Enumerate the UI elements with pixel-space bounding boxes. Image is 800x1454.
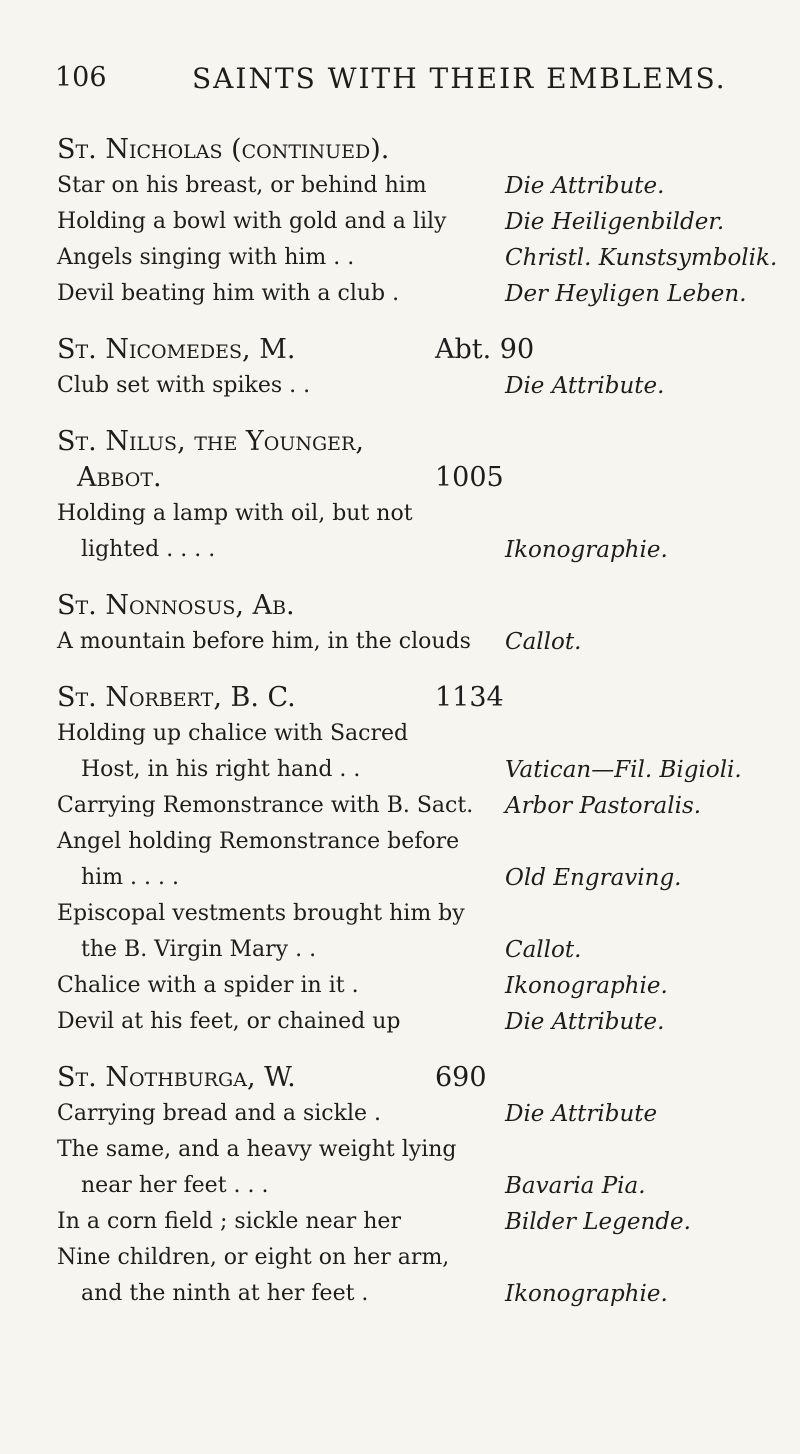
emblem-row (57, 860, 777, 896)
saint-date: 1134 (435, 682, 504, 713)
emblem-source: Die Attribute. (505, 1009, 665, 1035)
emblem-source: Ikonographie. (505, 537, 668, 563)
emblem-row (57, 1204, 777, 1240)
emblem-description: The same, and a heavy weight lying (57, 1137, 457, 1162)
emblem-description: Holding a bowl with gold and a lily (57, 209, 447, 234)
entry-heading (57, 332, 777, 368)
emblem-source: Christl. Kunstsymbolik. (505, 245, 778, 271)
emblem-description: Host, in his right hand . . (81, 757, 361, 782)
emblem-description: the B. Virgin Mary . . (81, 937, 317, 962)
emblem-row (57, 1096, 777, 1132)
emblem-row (57, 1132, 777, 1168)
emblem-source: Callot. (505, 629, 582, 655)
entry-heading-continued (57, 460, 777, 496)
emblem-row (57, 896, 777, 932)
emblem-row (57, 1276, 777, 1312)
emblem-row (57, 1004, 777, 1040)
emblem-description: In a corn field ; sickle near her (57, 1209, 401, 1234)
entry-heading (57, 132, 777, 168)
emblem-source: Der Heyligen Leben. (505, 281, 747, 307)
saint-name: St. Nicomedes, M. (57, 334, 296, 365)
entry-heading (57, 588, 777, 624)
entry-heading (57, 680, 777, 716)
emblem-description: Holding up chalice with Sacred (57, 721, 409, 746)
emblem-source: Arbor Pastoralis. (505, 793, 702, 819)
entry-nicholas (57, 132, 777, 312)
page-header (0, 62, 800, 102)
entry-nicomedes (57, 332, 777, 404)
emblem-description: Episcopal vestments brought him by (57, 901, 465, 926)
emblem-row (57, 532, 777, 568)
emblem-description: Chalice with a spider in it . (57, 973, 359, 998)
entry-nonnosus (57, 588, 777, 660)
emblem-row (57, 716, 777, 752)
saint-title: Abbot. (77, 462, 162, 493)
emblem-row (57, 788, 777, 824)
saint-name: St. Nilus, the Younger, (57, 426, 364, 457)
emblem-row (57, 204, 777, 240)
emblem-description: Devil at his feet, or chained up (57, 1009, 401, 1034)
page-number: 106 (55, 62, 107, 93)
emblem-source: Bavaria Pia. (505, 1173, 646, 1199)
saint-name: St. Nicholas (continued). (57, 134, 390, 165)
saint-date: 690 (435, 1062, 487, 1093)
emblem-row (57, 1168, 777, 1204)
emblem-source: Ikonographie. (505, 973, 668, 999)
emblem-description: near her feet . . . (81, 1173, 269, 1198)
emblem-row (57, 276, 777, 312)
entry-nothburga (57, 1060, 777, 1312)
emblem-source: Old Engraving. (505, 865, 682, 891)
emblem-description: Carrying Remonstrance with B. Sact. (57, 793, 474, 818)
emblem-source: Ikonographie. (505, 1281, 668, 1307)
saint-name: St. Norbert, B. C. (57, 682, 296, 713)
emblem-description: Angel holding Remonstrance before (57, 829, 460, 854)
emblem-description: Devil beating him with a club . (57, 281, 400, 306)
emblem-row (57, 168, 777, 204)
saint-date: 1005 (435, 462, 504, 493)
emblem-description: Carrying bread and a sickle . (57, 1101, 381, 1126)
emblem-row (57, 752, 777, 788)
emblem-row (57, 824, 777, 860)
emblem-description: and the ninth at her feet . (81, 1281, 369, 1306)
emblem-row (57, 1240, 777, 1276)
emblem-description: A mountain before him, in the clouds (57, 629, 471, 654)
entry-norbert (57, 680, 777, 1040)
emblem-source: Callot. (505, 937, 582, 963)
emblem-description: Star on his breast, or behind him (57, 173, 427, 198)
emblem-row (57, 496, 777, 532)
emblem-row (57, 368, 777, 404)
running-title: SAINTS WITH THEIR EMBLEMS. (192, 62, 727, 95)
emblem-description: Nine children, or eight on her arm, (57, 1245, 450, 1270)
emblem-row (57, 240, 777, 276)
emblem-source: Die Attribute. (505, 173, 665, 199)
entry-heading (57, 1060, 777, 1096)
emblem-source: Die Attribute (505, 1101, 658, 1127)
emblem-source: Vatican—Fil. Bigioli. (505, 757, 742, 783)
entry-heading (57, 424, 777, 460)
entry-nilus (57, 424, 777, 568)
saint-name: St. Nonnosus, Ab. (57, 590, 295, 621)
emblem-description: lighted . . . . (81, 537, 216, 562)
emblem-source: Die Attribute. (505, 373, 665, 399)
entries-list (57, 132, 777, 1332)
emblem-source: Die Heiligenbilder. (505, 209, 725, 235)
emblem-description: Angels singing with him . . (57, 245, 355, 270)
saint-name: St. Nothburga, W. (57, 1062, 296, 1093)
emblem-description: him . . . . (81, 865, 180, 890)
saint-date: Abt. 90 (435, 334, 535, 365)
emblem-description: Holding a lamp with oil, but not (57, 501, 413, 526)
emblem-row (57, 624, 777, 660)
emblem-row (57, 968, 777, 1004)
emblem-description: Club set with spikes . . (57, 373, 311, 398)
emblem-source: Bilder Legende. (505, 1209, 691, 1235)
emblem-row (57, 932, 777, 968)
